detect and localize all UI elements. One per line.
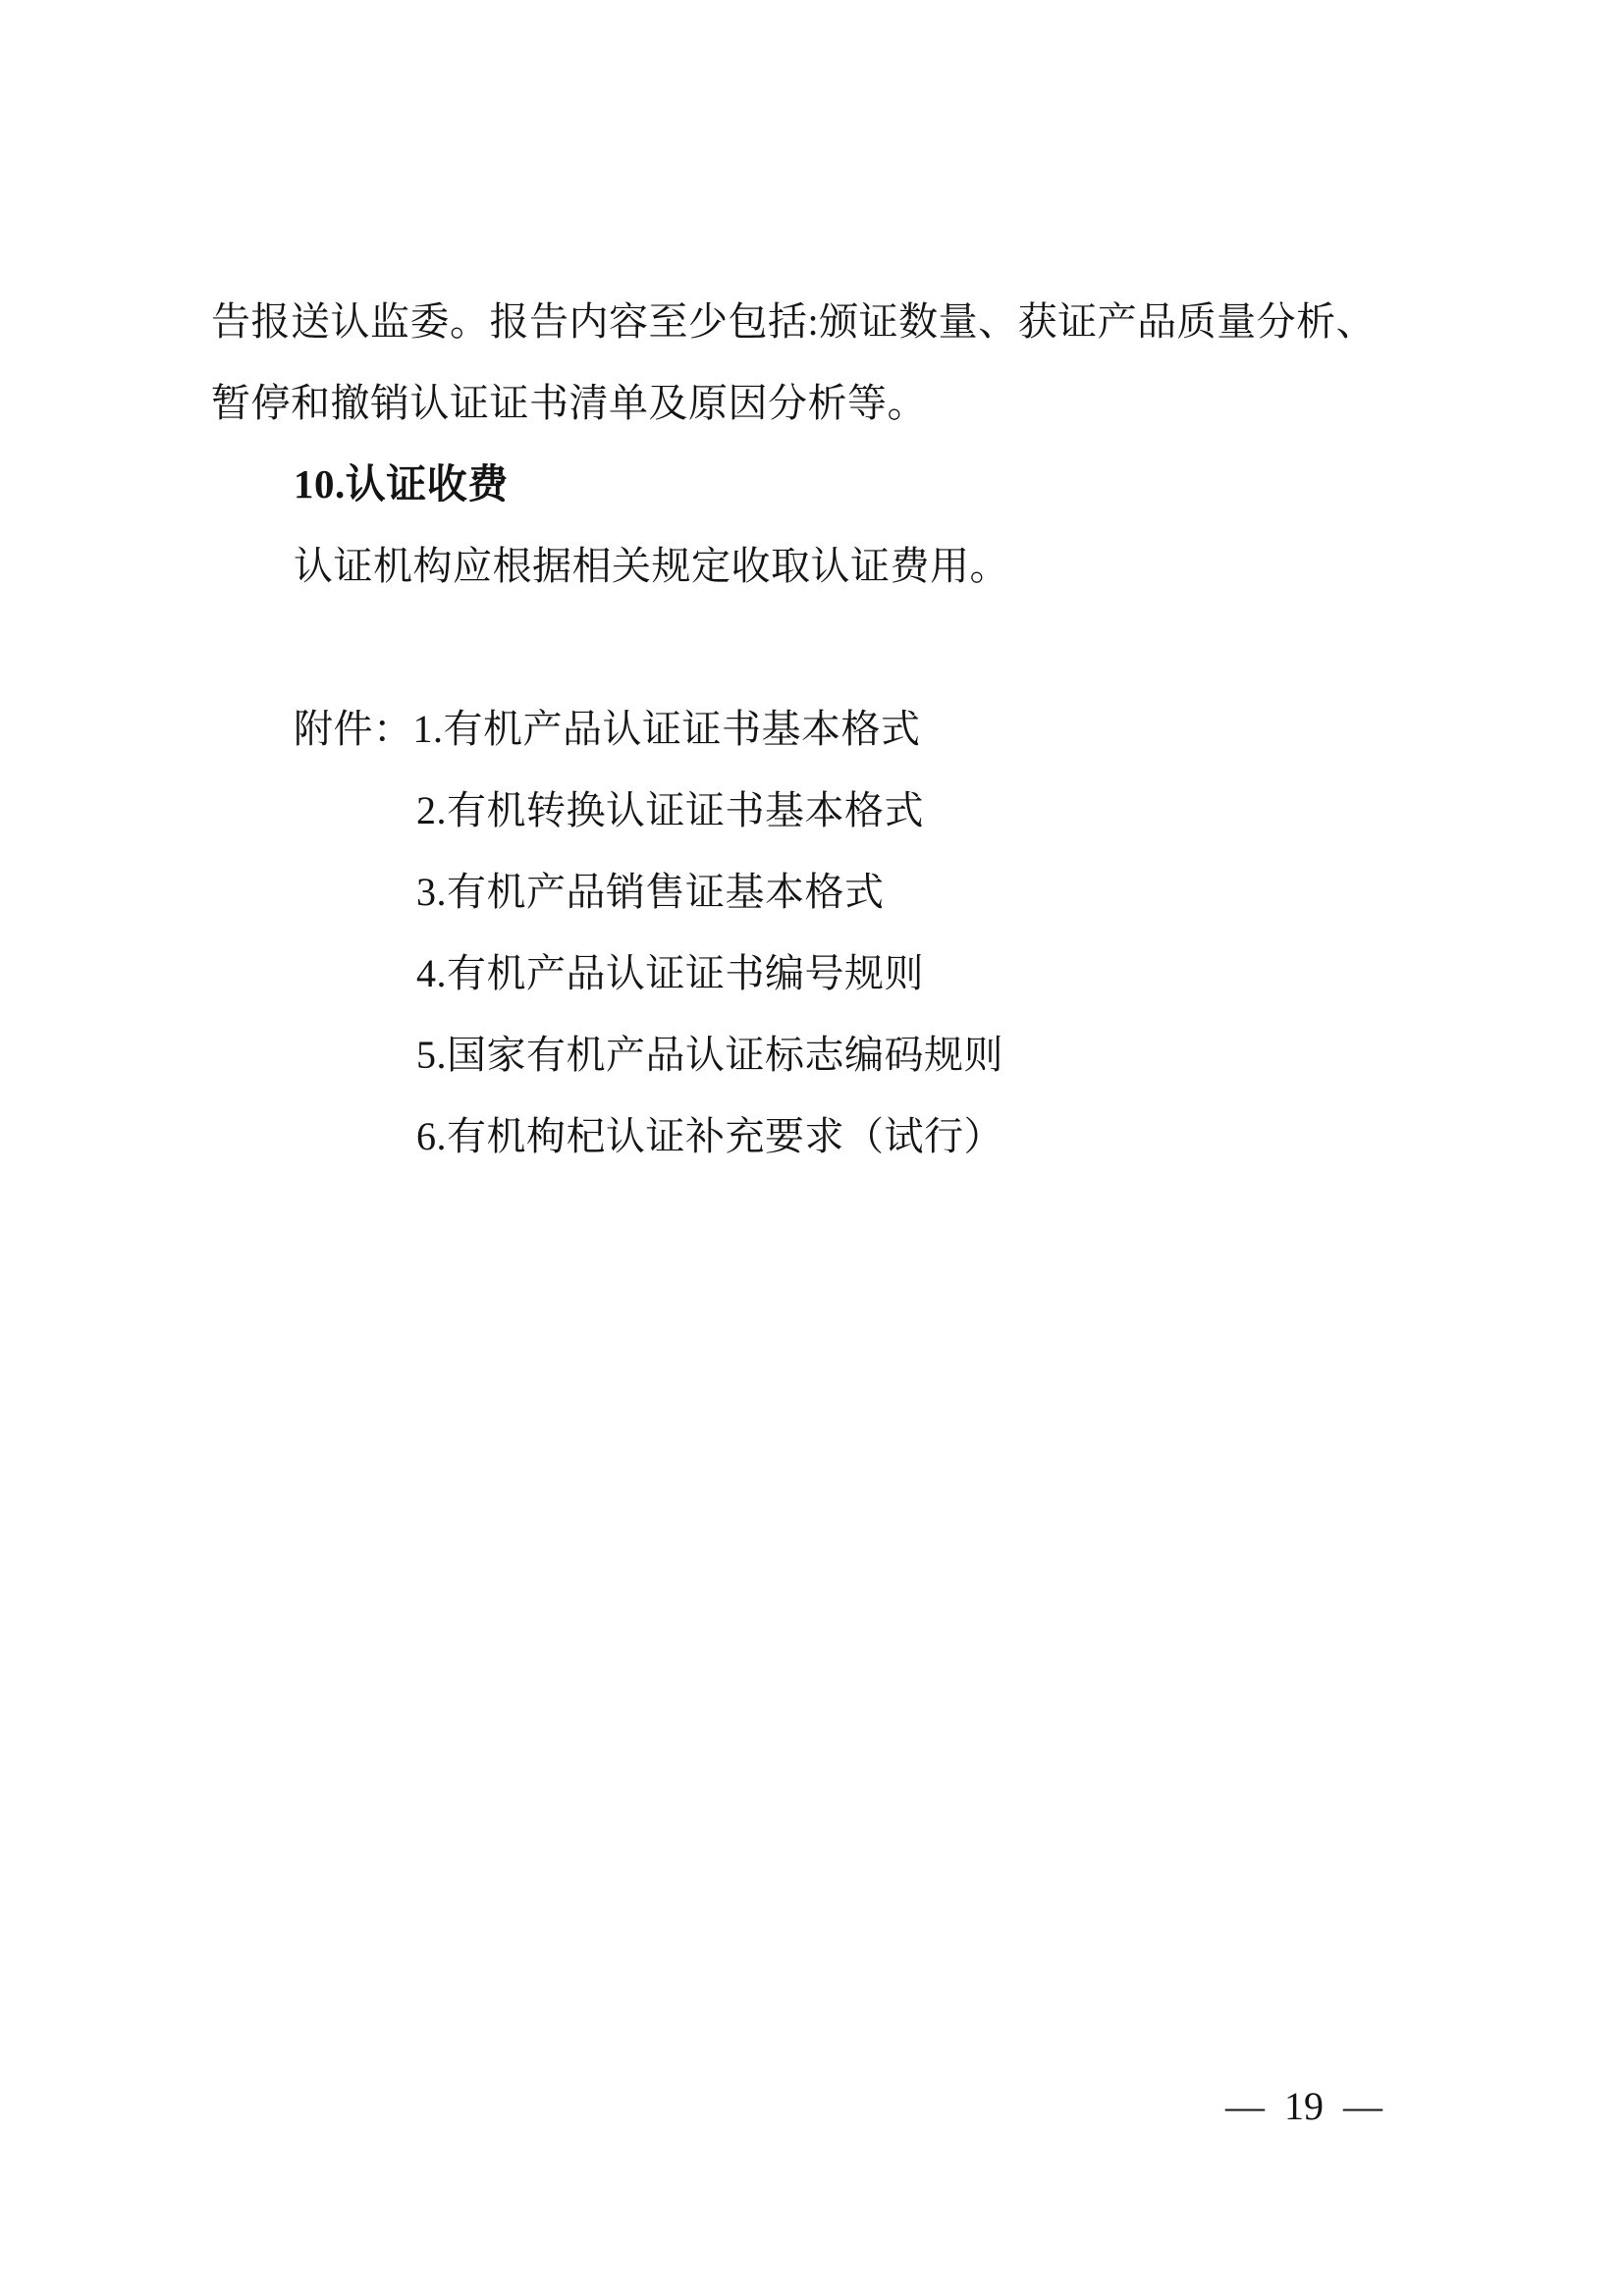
attachment-item-6: 6.有机枸杞认证补充要求（试行） (416, 1114, 1003, 1158)
footer-dash-left: — (1225, 2084, 1265, 2128)
attachment-item-5: 5.国家有机产品认证标志编码规则 (416, 1033, 1003, 1077)
section-heading-fees (211, 444, 1421, 525)
attachments-line (211, 688, 1421, 770)
attachment-item-4: 4.有机产品认证证书编号规则 (416, 951, 924, 995)
attachment-item-1: 1.有机产品认证证书基本格式 (412, 707, 921, 751)
document-body (211, 281, 1421, 1177)
blank-line (211, 607, 1421, 688)
page-footer (1225, 2083, 1382, 2129)
attachment-item-2: 2.有机转换认证证书基本格式 (416, 788, 924, 832)
footer-dash-right: — (1343, 2084, 1382, 2128)
section-fees-body: 认证机构应根据相关规定收取认证费用。 (294, 544, 1009, 588)
section-title: 认证收费 (345, 461, 509, 507)
section-number: 10. (294, 461, 346, 507)
page-number: 19 (1284, 2084, 1324, 2128)
paragraph-report-line1: 告报送认监委。报告内容至少包括:颁证数量、获证产品质量分析、 (211, 299, 1377, 344)
attachment-item-3: 3.有机产品销售证基本格式 (416, 870, 885, 914)
attachments-label: 附件： (294, 707, 413, 751)
paragraph-report-line2: 暂停和撤销认证证书清单及原因分析等。 (211, 381, 927, 425)
